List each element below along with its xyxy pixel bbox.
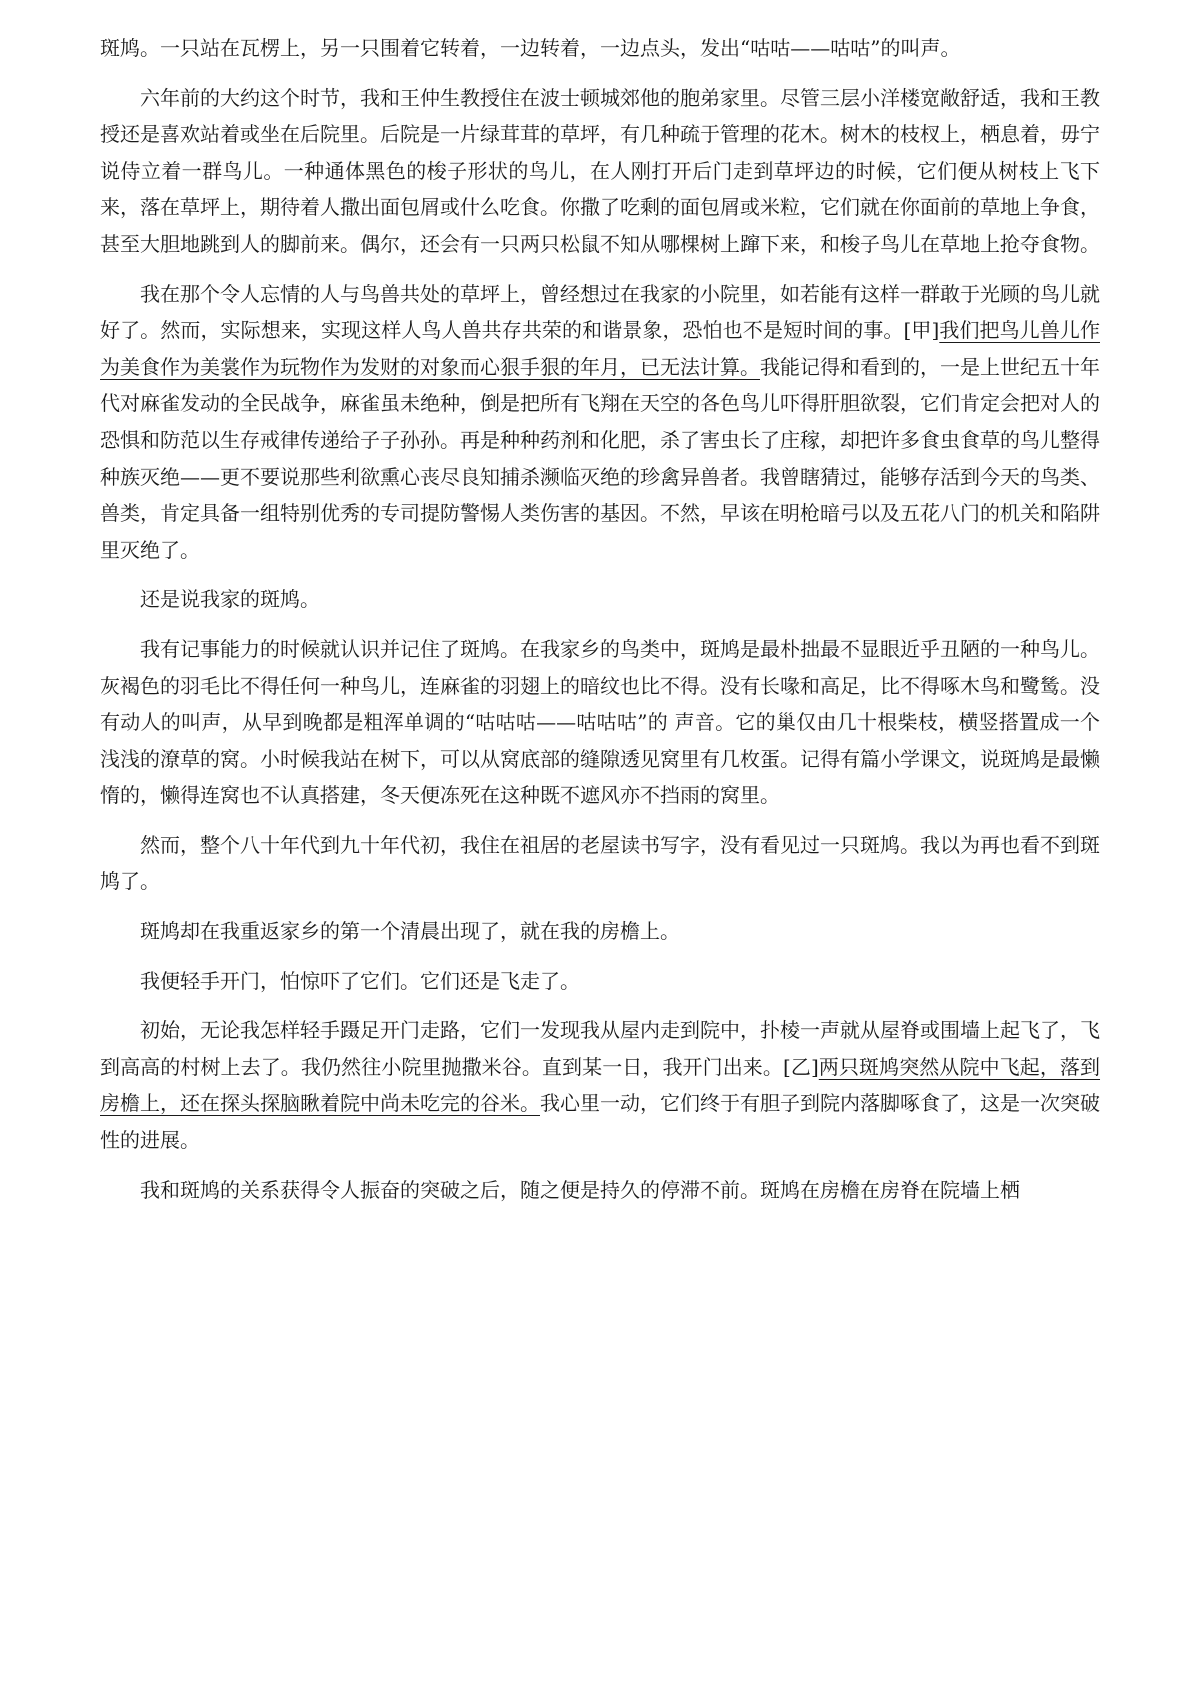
paragraph-10-text: 我和斑鸠的关系获得令人振奋的突破之后，随之便是持久的停滞不前。斑鸠在房檐在房脊在院墙上栖 <box>140 1177 1020 1202</box>
underlined-sentence-yi: 两只斑鸠突然从院中飞起，落到房檐上，还在探头探脑瞅着院中尚未吃完的谷米。 <box>100 1054 1101 1116</box>
paragraph-4 <box>100 581 1100 618</box>
paragraph-3 <box>100 276 1100 569</box>
paragraph-6-text: 然而，整个八十年代到九十年代初，我住在祖居的老屋读书写字，没有看见过一只斑鸠。我以为再也看不到斑鸠了。 <box>100 832 1100 894</box>
paragraph-4-text: 还是说我家的斑鸠。 <box>140 587 320 612</box>
paragraph-1-text: 斑鸠。一只站在瓦楞上，另一只围着它转着，一边转着，一边点头，发出“咕咕——咕咕”的叫声。 <box>100 36 961 60</box>
paragraph-6 <box>100 827 1100 900</box>
paragraph-10 <box>100 1172 1100 1209</box>
paragraph-9 <box>100 1012 1100 1158</box>
paragraph-8 <box>100 963 1100 1000</box>
paragraph-7 <box>100 913 1100 950</box>
paragraph-2-text: 六年前的大约这个时节，我和王仲生教授住在波士顿城郊他的胞弟家里。尽管三层小洋楼宽敞舒适，我和王教授还是喜欢站着或坐在后院里。后院是一片绿茸茸的草坪，有几种疏于管理的花木。树木的枝杈上，栖息着，毋宁说侍立着一群鸟儿。一种通体黑色的梭子形状的鸟儿，在人刚打开后门走到草坪边的时候，它们便从树枝上飞下来，落在草坪上，期待着人撒出面包屑或什么吃食。你撒了吃剩的面包屑或米粒，它们就在你面前的草地上争食，甚至大胆地跳到人的脚前来。偶尔，还会有一只两只松鼠不知从哪棵树上蹿下来，和梭子鸟儿在草地上抢夺食物。 <box>100 85 1100 256</box>
underlined-sentence-jia: 我们把鸟儿兽儿作为美食作为美裳作为玩物作为发财的对象而心狠手狠的年月，已无法计算。 <box>100 318 1100 379</box>
paragraph-5 <box>100 631 1100 814</box>
paragraph-5-text: 我有记事能力的时候就认识并记住了斑鸠。在我家乡的鸟类中，斑鸠是最朴拙最不显眼近乎丑陋的一种鸟儿。灰褐色的羽毛比不得任何一种鸟儿，连麻雀的羽翅上的暗纹也比不得。没有长喙和高足，比不得啄木鸟和鹭鸶。没有动人的叫声，从早到晚都是粗浑单调的“咕咕咕——咕咕咕”的 声音。它的巢仅由几十根柴枝，横竖搭置成一个浅浅的潦草的窝。小时候我站在树下，可以从窝底部的缝隙透见窝里有几枚蛋。记得有篇小学课文，说斑鸠是最懒惰的，懒得连窝也不认真搭建，冬天便冻死在这种既不遮风亦不挡雨的窝里。 <box>100 636 1100 808</box>
paragraph-8-text: 我便轻手开门，怕惊吓了它们。它们还是飞走了。 <box>140 968 580 993</box>
paragraph-2 <box>100 80 1100 263</box>
document-page <box>100 30 1100 1221</box>
paragraph-1 <box>100 30 1100 67</box>
paragraph-9-text-b: 我心里一动，它们终于有胆子到院内落脚啄食了，这是一次突破性的进展。 <box>100 1091 1100 1153</box>
paragraph-3-text-b: 我能记得和看到的，一是上世纪五十年代对麻雀发动的全民战争，麻雀虽未绝种，倒是把所有飞翔在天空的各色鸟儿吓得肝胆欲裂，它们肯定会把对人的恐惧和防范以生存戒律传递给子子孙孙。再是种种药剂和化肥，杀了害虫长了庄稼，却把许多食虫食草的鸟儿整得种族灭绝——更不要说那些利欲熏心丧尽良知捕杀濒临灭绝的珍禽异兽者。我曾瞎猜过，能够存活到今天的鸟类、兽类，肯定具备一组特别优秀的专司提防警惕人类伤害的基因。不然，早该在明枪暗弓以及五花八门的机关和陷阱里灭绝了。 <box>100 354 1100 562</box>
paragraph-3-text-a: 我在那个令人忘情的人与鸟兽共处的草坪上，曾经想过在我家的小院里，如若能有这样一群敢于光顾的鸟儿就好了。然而，实际想来，实现这样人鸟人兽共存共荣的和谐景象，恐怕也不是短时间的事。[甲] <box>100 281 1100 343</box>
paragraph-9-text-a: 初始，无论我怎样轻手蹑足开门走路，它们一发现我从屋内走到院中，扑棱一声就从屋脊或围墙上起飞了，飞到高高的村树上去了。我仍然往小院里抛撒米谷。直到某一日，我开门出来。[乙] <box>100 1018 1100 1079</box>
paragraph-7-text: 斑鸠却在我重返家乡的第一个清晨出现了，就在我的房檐上。 <box>140 919 680 944</box>
